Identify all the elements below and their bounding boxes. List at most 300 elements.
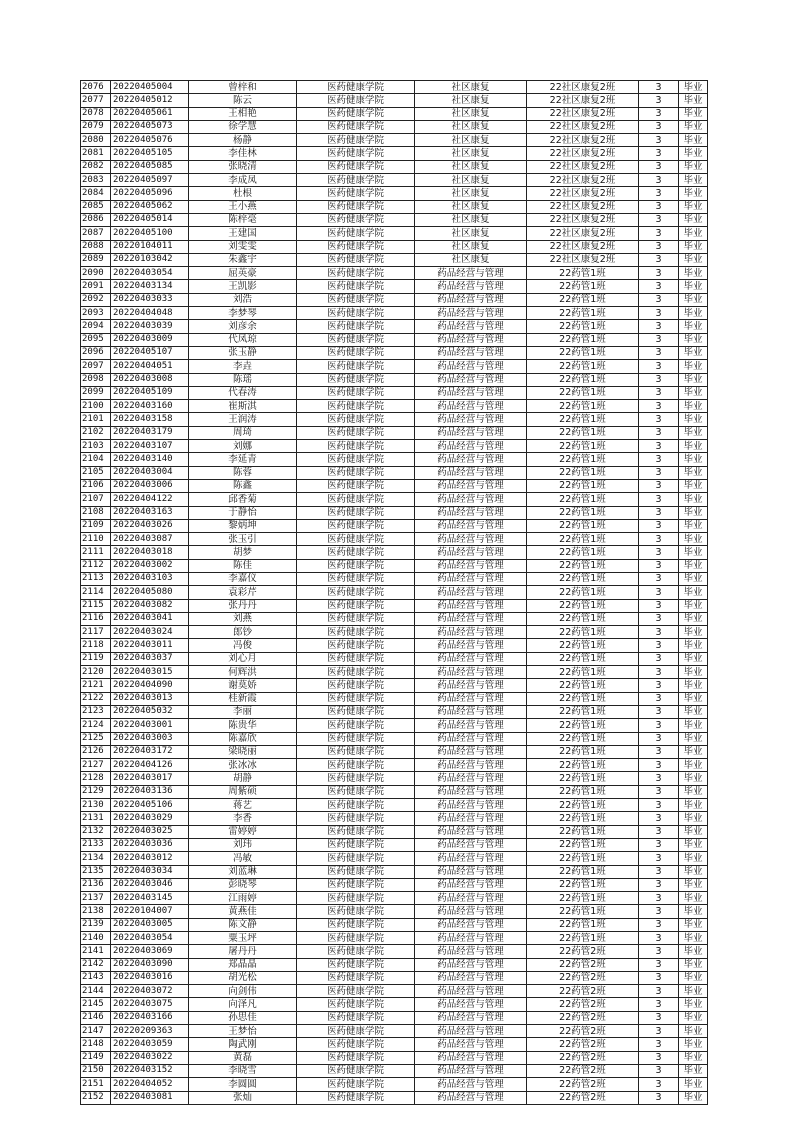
table-row (81, 586, 708, 599)
status-cell: 毕业 (679, 812, 708, 825)
status-cell: 毕业 (679, 506, 708, 519)
major-cell: 药品经营与管理 (415, 533, 527, 546)
years-cell: 3 (639, 692, 679, 705)
student-id-cell: 20220405106 (111, 799, 189, 812)
years-cell: 3 (639, 440, 679, 453)
table-row (81, 519, 708, 532)
class-name-cell: 22药管2班 (527, 1091, 639, 1104)
student-id-cell: 20220403145 (111, 892, 189, 905)
student-name-cell: 杨静 (189, 134, 297, 147)
years-cell: 3 (639, 772, 679, 785)
table-row (81, 466, 708, 479)
college-cell: 医药健康学院 (297, 878, 415, 891)
student-id-cell: 20220403037 (111, 652, 189, 665)
student-name-cell: 彭晓琴 (189, 878, 297, 891)
student-id-cell: 20220403158 (111, 413, 189, 426)
student-id-cell: 20220403017 (111, 772, 189, 785)
student-name-cell: 桂新霞 (189, 692, 297, 705)
college-cell: 医药健康学院 (297, 559, 415, 572)
table-row (81, 812, 708, 825)
major-cell: 药品经营与管理 (415, 985, 527, 998)
major-cell: 药品经营与管理 (415, 1078, 527, 1091)
student-id-cell: 20220404051 (111, 360, 189, 373)
college-cell: 医药健康学院 (297, 107, 415, 120)
student-id-cell: 20220405096 (111, 187, 189, 200)
student-id-cell: 20220405100 (111, 227, 189, 240)
graduation-list-sheet (80, 80, 708, 1105)
college-cell: 医药健康学院 (297, 945, 415, 958)
row-number-cell: 2082 (81, 160, 111, 173)
row-number-cell: 2114 (81, 586, 111, 599)
status-cell: 毕业 (679, 200, 708, 213)
student-name-cell: 梁晓丽 (189, 745, 297, 758)
status-cell: 毕业 (679, 493, 708, 506)
student-id-cell: 20220403103 (111, 572, 189, 585)
student-id-cell: 20220405097 (111, 174, 189, 187)
status-cell: 毕业 (679, 586, 708, 599)
row-number-cell: 2148 (81, 1038, 111, 1051)
table-row (81, 479, 708, 492)
college-cell: 医药健康学院 (297, 1051, 415, 1064)
class-name-cell: 22药管1班 (527, 772, 639, 785)
status-cell: 毕业 (679, 426, 708, 439)
status-cell: 毕业 (679, 719, 708, 732)
college-cell: 医药健康学院 (297, 413, 415, 426)
status-cell: 毕业 (679, 572, 708, 585)
class-name-cell: 22药管1班 (527, 679, 639, 692)
years-cell: 3 (639, 878, 679, 891)
table-row (81, 666, 708, 679)
table-row (81, 293, 708, 306)
status-cell: 毕业 (679, 373, 708, 386)
years-cell: 3 (639, 120, 679, 133)
years-cell: 3 (639, 985, 679, 998)
table-row (81, 559, 708, 572)
major-cell: 药品经营与管理 (415, 705, 527, 718)
class-name-cell: 22药管1班 (527, 426, 639, 439)
college-cell: 医药健康学院 (297, 293, 415, 306)
student-name-cell: 刘玮 (189, 838, 297, 851)
status-cell: 毕业 (679, 147, 708, 160)
status-cell: 毕业 (679, 253, 708, 266)
table-row (81, 373, 708, 386)
student-name-cell: 谢莫娇 (189, 679, 297, 692)
years-cell: 3 (639, 546, 679, 559)
row-number-cell: 2116 (81, 612, 111, 625)
student-id-cell: 20220403075 (111, 998, 189, 1011)
row-number-cell: 2088 (81, 240, 111, 253)
row-number-cell: 2109 (81, 519, 111, 532)
major-cell: 药品经营与管理 (415, 1051, 527, 1064)
student-id-cell: 20220403003 (111, 732, 189, 745)
status-cell: 毕业 (679, 998, 708, 1011)
table-row (81, 94, 708, 107)
row-number-cell: 2115 (81, 599, 111, 612)
status-cell: 毕业 (679, 878, 708, 891)
class-name-cell: 22药管2班 (527, 958, 639, 971)
row-number-cell: 2150 (81, 1064, 111, 1077)
student-id-cell: 20220403172 (111, 745, 189, 758)
major-cell: 社区康复 (415, 240, 527, 253)
college-cell: 医药健康学院 (297, 825, 415, 838)
class-name-cell: 22药管1班 (527, 360, 639, 373)
student-name-cell: 李晓雪 (189, 1064, 297, 1077)
class-name-cell: 22药管1班 (527, 759, 639, 772)
years-cell: 3 (639, 905, 679, 918)
student-id-cell: 20220405032 (111, 705, 189, 718)
years-cell: 3 (639, 679, 679, 692)
student-name-cell: 刘浩 (189, 293, 297, 306)
years-cell: 3 (639, 838, 679, 851)
row-number-cell: 2134 (81, 852, 111, 865)
student-id-cell: 20220403025 (111, 825, 189, 838)
college-cell: 医药健康学院 (297, 1038, 415, 1051)
status-cell: 毕业 (679, 892, 708, 905)
years-cell: 3 (639, 147, 679, 160)
table-row (81, 772, 708, 785)
status-cell: 毕业 (679, 400, 708, 413)
major-cell: 社区康复 (415, 213, 527, 226)
row-number-cell: 2127 (81, 759, 111, 772)
class-name-cell: 22社区康复2班 (527, 134, 639, 147)
student-name-cell: 张晓清 (189, 160, 297, 173)
student-id-cell: 20220403039 (111, 320, 189, 333)
college-cell: 医药健康学院 (297, 400, 415, 413)
student-id-cell: 20220403013 (111, 692, 189, 705)
major-cell: 药品经营与管理 (415, 440, 527, 453)
college-cell: 医药健康学院 (297, 586, 415, 599)
student-id-cell: 20220405014 (111, 213, 189, 226)
major-cell: 社区康复 (415, 227, 527, 240)
student-name-cell: 郑晶晶 (189, 958, 297, 971)
class-name-cell: 22药管1班 (527, 346, 639, 359)
table-row (81, 1025, 708, 1038)
years-cell: 3 (639, 1051, 679, 1064)
student-name-cell: 张灿 (189, 1091, 297, 1104)
student-id-cell: 20220405107 (111, 346, 189, 359)
major-cell: 药品经营与管理 (415, 1025, 527, 1038)
row-number-cell: 2111 (81, 546, 111, 559)
table-row (81, 400, 708, 413)
class-name-cell: 22药管1班 (527, 533, 639, 546)
status-cell: 毕业 (679, 160, 708, 173)
college-cell: 医药健康学院 (297, 732, 415, 745)
major-cell: 药品经营与管理 (415, 599, 527, 612)
row-number-cell: 2151 (81, 1078, 111, 1091)
status-cell: 毕业 (679, 1025, 708, 1038)
class-name-cell: 22社区康复2班 (527, 174, 639, 187)
status-cell: 毕业 (679, 187, 708, 200)
status-cell: 毕业 (679, 799, 708, 812)
status-cell: 毕业 (679, 1064, 708, 1077)
major-cell: 药品经营与管理 (415, 1091, 527, 1104)
years-cell: 3 (639, 107, 679, 120)
student-name-cell: 杜根 (189, 187, 297, 200)
major-cell: 药品经营与管理 (415, 918, 527, 931)
status-cell: 毕业 (679, 320, 708, 333)
class-name-cell: 22药管1班 (527, 373, 639, 386)
years-cell: 3 (639, 386, 679, 399)
student-name-cell: 李佳林 (189, 147, 297, 160)
status-cell: 毕业 (679, 440, 708, 453)
college-cell: 医药健康学院 (297, 666, 415, 679)
student-id-cell: 20220403006 (111, 479, 189, 492)
years-cell: 3 (639, 586, 679, 599)
years-cell: 3 (639, 1091, 679, 1104)
table-row (81, 227, 708, 240)
student-name-cell: 陈佳 (189, 559, 297, 572)
student-name-cell: 粟玉坪 (189, 932, 297, 945)
major-cell: 药品经营与管理 (415, 360, 527, 373)
row-number-cell: 2081 (81, 147, 111, 160)
class-name-cell: 22社区康复2班 (527, 253, 639, 266)
major-cell: 药品经营与管理 (415, 719, 527, 732)
major-cell: 药品经营与管理 (415, 825, 527, 838)
class-name-cell: 22药管1班 (527, 612, 639, 625)
student-id-cell: 20220403012 (111, 852, 189, 865)
college-cell: 医药健康学院 (297, 719, 415, 732)
student-id-cell: 20220104007 (111, 905, 189, 918)
years-cell: 3 (639, 253, 679, 266)
years-cell: 3 (639, 1038, 679, 1051)
status-cell: 毕业 (679, 639, 708, 652)
row-number-cell: 2093 (81, 307, 111, 320)
college-cell: 医药健康学院 (297, 253, 415, 266)
class-name-cell: 22社区康复2班 (527, 213, 639, 226)
student-id-cell: 20220405109 (111, 386, 189, 399)
table-row (81, 905, 708, 918)
student-id-cell: 20220405061 (111, 107, 189, 120)
major-cell: 药品经营与管理 (415, 267, 527, 280)
major-cell: 药品经营与管理 (415, 971, 527, 984)
major-cell: 药品经营与管理 (415, 466, 527, 479)
class-name-cell: 22药管1班 (527, 652, 639, 665)
years-cell: 3 (639, 572, 679, 585)
row-number-cell: 2118 (81, 639, 111, 652)
status-cell: 毕业 (679, 945, 708, 958)
student-name-cell: 陈云 (189, 94, 297, 107)
row-number-cell: 2086 (81, 213, 111, 226)
row-number-cell: 2083 (81, 174, 111, 187)
student-name-cell: 周琦 (189, 426, 297, 439)
table-row (81, 998, 708, 1011)
major-cell: 药品经营与管理 (415, 692, 527, 705)
class-name-cell: 22药管1班 (527, 732, 639, 745)
row-number-cell: 2101 (81, 413, 111, 426)
class-name-cell: 22药管1班 (527, 918, 639, 931)
years-cell: 3 (639, 280, 679, 293)
college-cell: 医药健康学院 (297, 187, 415, 200)
student-id-cell: 20220403082 (111, 599, 189, 612)
college-cell: 医药健康学院 (297, 812, 415, 825)
major-cell: 药品经营与管理 (415, 732, 527, 745)
student-name-cell: 曾梓和 (189, 81, 297, 94)
years-cell: 3 (639, 1011, 679, 1024)
student-name-cell: 黎炳坤 (189, 519, 297, 532)
status-cell: 毕业 (679, 240, 708, 253)
years-cell: 3 (639, 519, 679, 532)
major-cell: 药品经营与管理 (415, 373, 527, 386)
student-name-cell: 李垚 (189, 360, 297, 373)
table-row (81, 971, 708, 984)
status-cell: 毕业 (679, 94, 708, 107)
college-cell: 医药健康学院 (297, 785, 415, 798)
table-row (81, 865, 708, 878)
college-cell: 医药健康学院 (297, 346, 415, 359)
student-name-cell: 向剑伟 (189, 985, 297, 998)
table-row (81, 785, 708, 798)
major-cell: 药品经营与管理 (415, 307, 527, 320)
table-row (81, 679, 708, 692)
status-cell: 毕业 (679, 546, 708, 559)
student-name-cell: 朱鑫宇 (189, 253, 297, 266)
years-cell: 3 (639, 626, 679, 639)
student-name-cell: 邱香菊 (189, 493, 297, 506)
student-id-cell: 20220403163 (111, 506, 189, 519)
table-row (81, 1051, 708, 1064)
student-name-cell: 王建国 (189, 227, 297, 240)
college-cell: 医药健康学院 (297, 572, 415, 585)
class-name-cell: 22药管1班 (527, 692, 639, 705)
table-row (81, 386, 708, 399)
student-id-cell: 20220405105 (111, 147, 189, 160)
college-cell: 医药健康学院 (297, 479, 415, 492)
row-number-cell: 2152 (81, 1091, 111, 1104)
years-cell: 3 (639, 360, 679, 373)
row-number-cell: 2140 (81, 932, 111, 945)
major-cell: 药品经营与管理 (415, 905, 527, 918)
row-number-cell: 2144 (81, 985, 111, 998)
table-row (81, 612, 708, 625)
table-row (81, 652, 708, 665)
status-cell: 毕业 (679, 772, 708, 785)
student-id-cell: 20220405080 (111, 586, 189, 599)
status-cell: 毕业 (679, 81, 708, 94)
class-name-cell: 22药管1班 (527, 865, 639, 878)
status-cell: 毕业 (679, 107, 708, 120)
student-id-cell: 20220403179 (111, 426, 189, 439)
major-cell: 药品经营与管理 (415, 865, 527, 878)
table-row (81, 705, 708, 718)
college-cell: 医药健康学院 (297, 679, 415, 692)
major-cell: 药品经营与管理 (415, 759, 527, 772)
class-name-cell: 22药管1班 (527, 479, 639, 492)
class-name-cell: 22药管1班 (527, 812, 639, 825)
status-cell: 毕业 (679, 533, 708, 546)
table-row (81, 307, 708, 320)
status-cell: 毕业 (679, 852, 708, 865)
student-name-cell: 代凤琼 (189, 333, 297, 346)
years-cell: 3 (639, 599, 679, 612)
major-cell: 药品经营与管理 (415, 559, 527, 572)
student-id-cell: 20220403046 (111, 878, 189, 891)
college-cell: 医药健康学院 (297, 280, 415, 293)
row-number-cell: 2139 (81, 918, 111, 931)
student-id-cell: 20220403152 (111, 1064, 189, 1077)
table-row (81, 107, 708, 120)
years-cell: 3 (639, 1064, 679, 1077)
table-row (81, 280, 708, 293)
student-id-cell: 20220405076 (111, 134, 189, 147)
student-id-cell: 20220403036 (111, 838, 189, 851)
student-name-cell: 张玉静 (189, 346, 297, 359)
college-cell: 医药健康学院 (297, 892, 415, 905)
row-number-cell: 2120 (81, 666, 111, 679)
major-cell: 药品经营与管理 (415, 1038, 527, 1051)
major-cell: 药品经营与管理 (415, 346, 527, 359)
row-number-cell: 2146 (81, 1011, 111, 1024)
major-cell: 药品经营与管理 (415, 453, 527, 466)
row-number-cell: 2121 (81, 679, 111, 692)
years-cell: 3 (639, 426, 679, 439)
class-name-cell: 22药管1班 (527, 626, 639, 639)
table-row (81, 892, 708, 905)
status-cell: 毕业 (679, 599, 708, 612)
status-cell: 毕业 (679, 1091, 708, 1104)
years-cell: 3 (639, 466, 679, 479)
college-cell: 医药健康学院 (297, 971, 415, 984)
table-row (81, 453, 708, 466)
status-cell: 毕业 (679, 705, 708, 718)
student-id-cell: 20220405085 (111, 160, 189, 173)
row-number-cell: 2103 (81, 440, 111, 453)
table-row (81, 426, 708, 439)
years-cell: 3 (639, 373, 679, 386)
student-name-cell: 屈英豪 (189, 267, 297, 280)
student-name-cell: 袁彩芹 (189, 586, 297, 599)
table-row (81, 838, 708, 851)
class-name-cell: 22药管1班 (527, 892, 639, 905)
student-name-cell: 李成凤 (189, 174, 297, 187)
class-name-cell: 22药管2班 (527, 998, 639, 1011)
student-id-cell: 20220403087 (111, 533, 189, 546)
class-name-cell: 22药管2班 (527, 1064, 639, 1077)
college-cell: 医药健康学院 (297, 147, 415, 160)
years-cell: 3 (639, 892, 679, 905)
college-cell: 医药健康学院 (297, 958, 415, 971)
college-cell: 医药健康学院 (297, 160, 415, 173)
student-name-cell: 刘燕 (189, 612, 297, 625)
row-number-cell: 2108 (81, 506, 111, 519)
college-cell: 医药健康学院 (297, 493, 415, 506)
table-row (81, 360, 708, 373)
years-cell: 3 (639, 865, 679, 878)
student-id-cell: 20220403059 (111, 1038, 189, 1051)
class-name-cell: 22药管2班 (527, 971, 639, 984)
student-name-cell: 陈梓毫 (189, 213, 297, 226)
student-id-cell: 20220103042 (111, 253, 189, 266)
major-cell: 药品经营与管理 (415, 1011, 527, 1024)
status-cell: 毕业 (679, 732, 708, 745)
table-row (81, 267, 708, 280)
major-cell: 社区康复 (415, 134, 527, 147)
row-number-cell: 2149 (81, 1051, 111, 1064)
row-number-cell: 2113 (81, 572, 111, 585)
table-row (81, 546, 708, 559)
student-id-cell: 20220403016 (111, 971, 189, 984)
years-cell: 3 (639, 998, 679, 1011)
college-cell: 医药健康学院 (297, 985, 415, 998)
major-cell: 社区康复 (415, 187, 527, 200)
status-cell: 毕业 (679, 666, 708, 679)
table-row (81, 1011, 708, 1024)
student-name-cell: 于静怡 (189, 506, 297, 519)
student-name-cell: 屠丹丹 (189, 945, 297, 958)
class-name-cell: 22药管1班 (527, 386, 639, 399)
student-id-cell: 20220403160 (111, 400, 189, 413)
college-cell: 医药健康学院 (297, 905, 415, 918)
row-number-cell: 2123 (81, 705, 111, 718)
